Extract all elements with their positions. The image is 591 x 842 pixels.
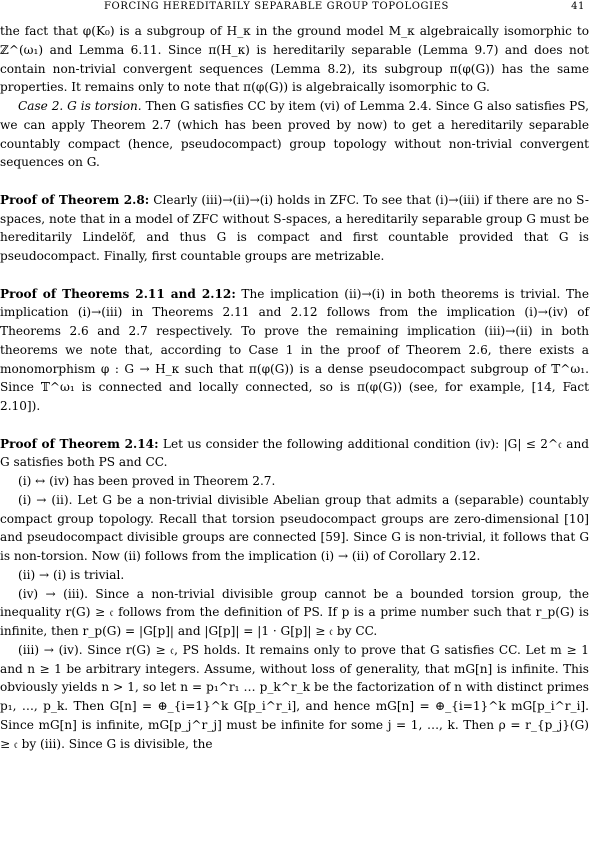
- proof-text-2-11-2-12: The implication (ii)→(i) in both theorems is trivial. The implication (i)→(iii) in Theorems 2.11 and 2.12 follows from the implication (i)→(iv) of Theorems 2.6 and 2.7 respectively. To prove the remaining implication (iii)→(ii) in both theorems we note that, according to Case 1 in the proof of Theorem 2.6, there exists a monomorphism φ : G → H_κ such that π(φ(G)) is a dense pseudocompact subgroup of 𝕋^ω₁. Since 𝕋^ω₁ is connected and locally connected, so is π(φ(G)) (see, for example, [14, Fact 2.10]).: [0, 286, 589, 413]
- page-number: 41: [571, 1, 585, 12]
- body-text: [0, 22, 589, 753]
- paragraph-case2: [0, 97, 589, 172]
- proof-theorem-2-14: [0, 435, 589, 473]
- proof-theorem-2-8: [0, 191, 589, 266]
- paragraph-i-iff-iv: (i) ↔ (iv) has been proved in Theorem 2.7.: [18, 474, 276, 488]
- proof-theorems-2-11-2-12: [0, 285, 589, 416]
- paragraph-case1-conclusion: the fact that φ(K₀) is a subgroup of H_κ in the ground model M_κ algebraically isomorphic to ℤ^(ω₁) and Lemma 6.11. Since π(H_κ) is hereditarily separable (Lemma 9.7) and does not contain non-trivial convergent sequences (Lemma 8.2), its subgroup π(φ(G)) has the same properties. It remains only to note that π(φ(G)) is algebraically isomorphic to G.: [0, 24, 589, 95]
- proof-heading-2-14: Proof of Theorem 2.14:: [0, 436, 159, 451]
- paragraph-iv-implies-iii: (iv) → (iii). Since a non-trivial divisible group cannot be a bounded torsion group, the inequality r(G) ≥ 𝔠 follows from the definition of PS. If p is a prime number such that r_p(G) is infinite, then r_p(G) = |G[p]| and |G[p]| = |1 · G[p]| ≥ 𝔠 by CC.: [0, 586, 589, 638]
- proof-text-2-14: Let us consider the following additional condition (iv): |G| ≤ 2^𝔠 and G satisfies both PS and CC.: [0, 436, 589, 470]
- proof-heading-2-11-2-12: Proof of Theorems 2.11 and 2.12:: [0, 286, 236, 301]
- paragraph-ii-implies-i: (ii) → (i) is trivial.: [18, 567, 125, 582]
- proof-heading-2-8: Proof of Theorem 2.8:: [0, 192, 150, 207]
- paragraph-i-implies-ii: (i) → (ii). Let G be a non-trivial divisible Abelian group that admits a (separable) countably compact group topology. Recall that torsion pseudocompact groups are zero-dimensional [10] and pseudocompact divisible groups are connected [59]. Since G is non-trivial, it follows that G is non-torsion. Now (ii) follows from the implication (i) → (ii) of Corollary 2.12.: [0, 492, 589, 563]
- running-head: [0, 1, 591, 13]
- case-2-label: Case 2. G is torsion.: [18, 99, 142, 113]
- proof-text-2-8: Clearly (iii)→(ii)→(i) holds in ZFC. To see that (i)→(iii) if there are no S-spaces, note that in a model of ZFC without S-spaces, a hereditarily separable group G must be hereditarily Lindelöf, and thus G is compact and first countable provided that G is pseudocompact. Finally, first countable groups are metrizable.: [0, 192, 589, 263]
- running-title: FORCING HEREDITARILY SEPARABLE GROUP TOPOLOGIES: [104, 1, 449, 12]
- case-2-text: Then G satisfies CC by item (vi) of Lemma 2.4. Since G also satisfies PS, we can apply Theorem 2.7 (which has been proved by now) to get a hereditarily separable countably compact (hence, pseudocompact) group topology without non-trivial convergent sequences on G.: [0, 99, 590, 170]
- paragraph-iii-implies-iv: (iii) → (iv). Since r(G) ≥ 𝔠, PS holds. It remains only to prove that G satisfies CC. Let m ≥ 1 and n ≥ 1 be arbitrary integers. Assume, without loss of generality, that mG[n] is infinite. This obviously yields n > 1, so let n = p₁^r₁ … p_k^r_k be the factorization of n with distinct primes p₁, …, p_k. Then G[n] = ⊕_{i=1}^k G[p_i^r_i], and hence mG[n] = ⊕_{i=1}^k mG[p_i^r_i]. Since mG[n] is infinite, mG[p_j^r_j] must be infinite for some j = 1, …, k. Then ρ = r_{p_j}(G) ≥ 𝔠 by (iii). Since G is divisible, the: [0, 642, 589, 751]
